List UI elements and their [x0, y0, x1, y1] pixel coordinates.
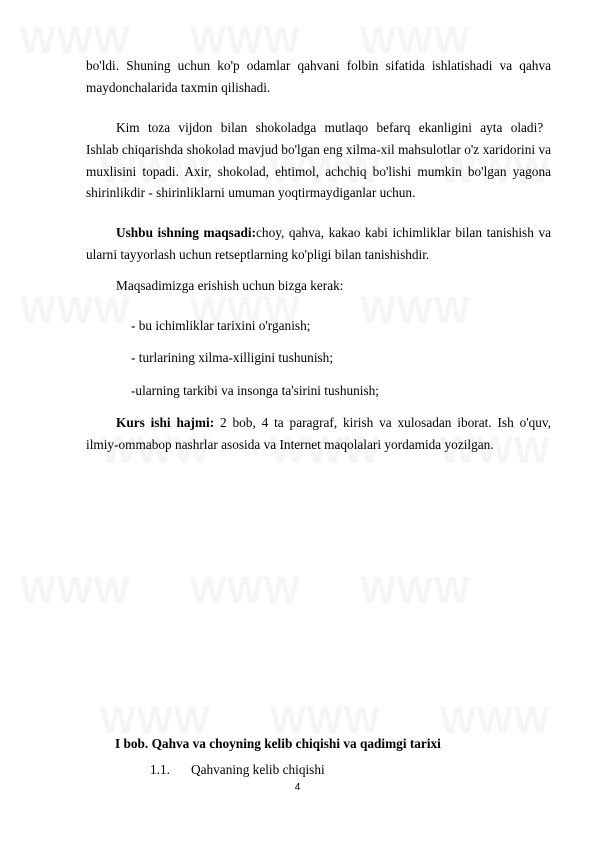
- section-heading: [150, 762, 325, 778]
- paragraph-needs: Maqsadimizga erishish uchun bizga kerak:: [116, 278, 344, 293]
- page-number: 4: [294, 782, 301, 793]
- paragraph-2: Kim toza vijdon bilan shokoladga mutlaqo befarq ekanligini ayta oladi?: [116, 120, 544, 135]
- section-number: 1.1.: [150, 762, 170, 777]
- list-item: - turlarining xilma-xilligini tushunish;: [131, 350, 334, 365]
- section-title: Qahvaning kelib chiqishi: [191, 762, 325, 777]
- goal-label: Ushbu ishning maqsadi:: [116, 225, 257, 240]
- list-item: - bu ichimliklar tarixini o'rganish;: [131, 318, 311, 333]
- paragraph-3: Ishlab chiqarishda shokolad mavjud bo'lgan eng xilma-xil mahsulotlar o'z xaridorini va muxlisini topadi. Axir, shokolad, ehtimol, achchiq bo'lishi mumkin bo'lgan yagona shirinlikdir - shirinliklarni umuman yoqtirmaydiganlar uchun.: [86, 142, 551, 200]
- volume-text: 2 bob, 4 ta paragraf, kirish va xulosadan iborat. Ish o'quv, ilmiy-ommabop nashrlar asosida va Internet maqolalari yordamida yozilgan.: [86, 415, 552, 452]
- chapter-heading: I bob. Qahva va choyning kelib chiqishi va qadimgi tarixi: [115, 736, 441, 751]
- list-item: -ularning tarkibi va insonga ta'sirini tushunish;: [131, 383, 379, 398]
- volume-label: Kurs ishi hajmi:: [116, 415, 215, 430]
- paragraph-1: bo'ldi. Shuning uchun ko'p odamlar qahvani folbin sifatida ishlatishadi va qahva maydonchalarida taxmin qilishadi.: [86, 58, 551, 95]
- paragraph-goal: [86, 222, 551, 265]
- goal-text: choy, qahva, kakao kabi ichimliklar bilan tanishish va ularni tayyorlash uchun retseptlarning ko'pligi bilan tanishishdir.: [86, 225, 552, 262]
- paragraph-volume: [86, 412, 551, 455]
